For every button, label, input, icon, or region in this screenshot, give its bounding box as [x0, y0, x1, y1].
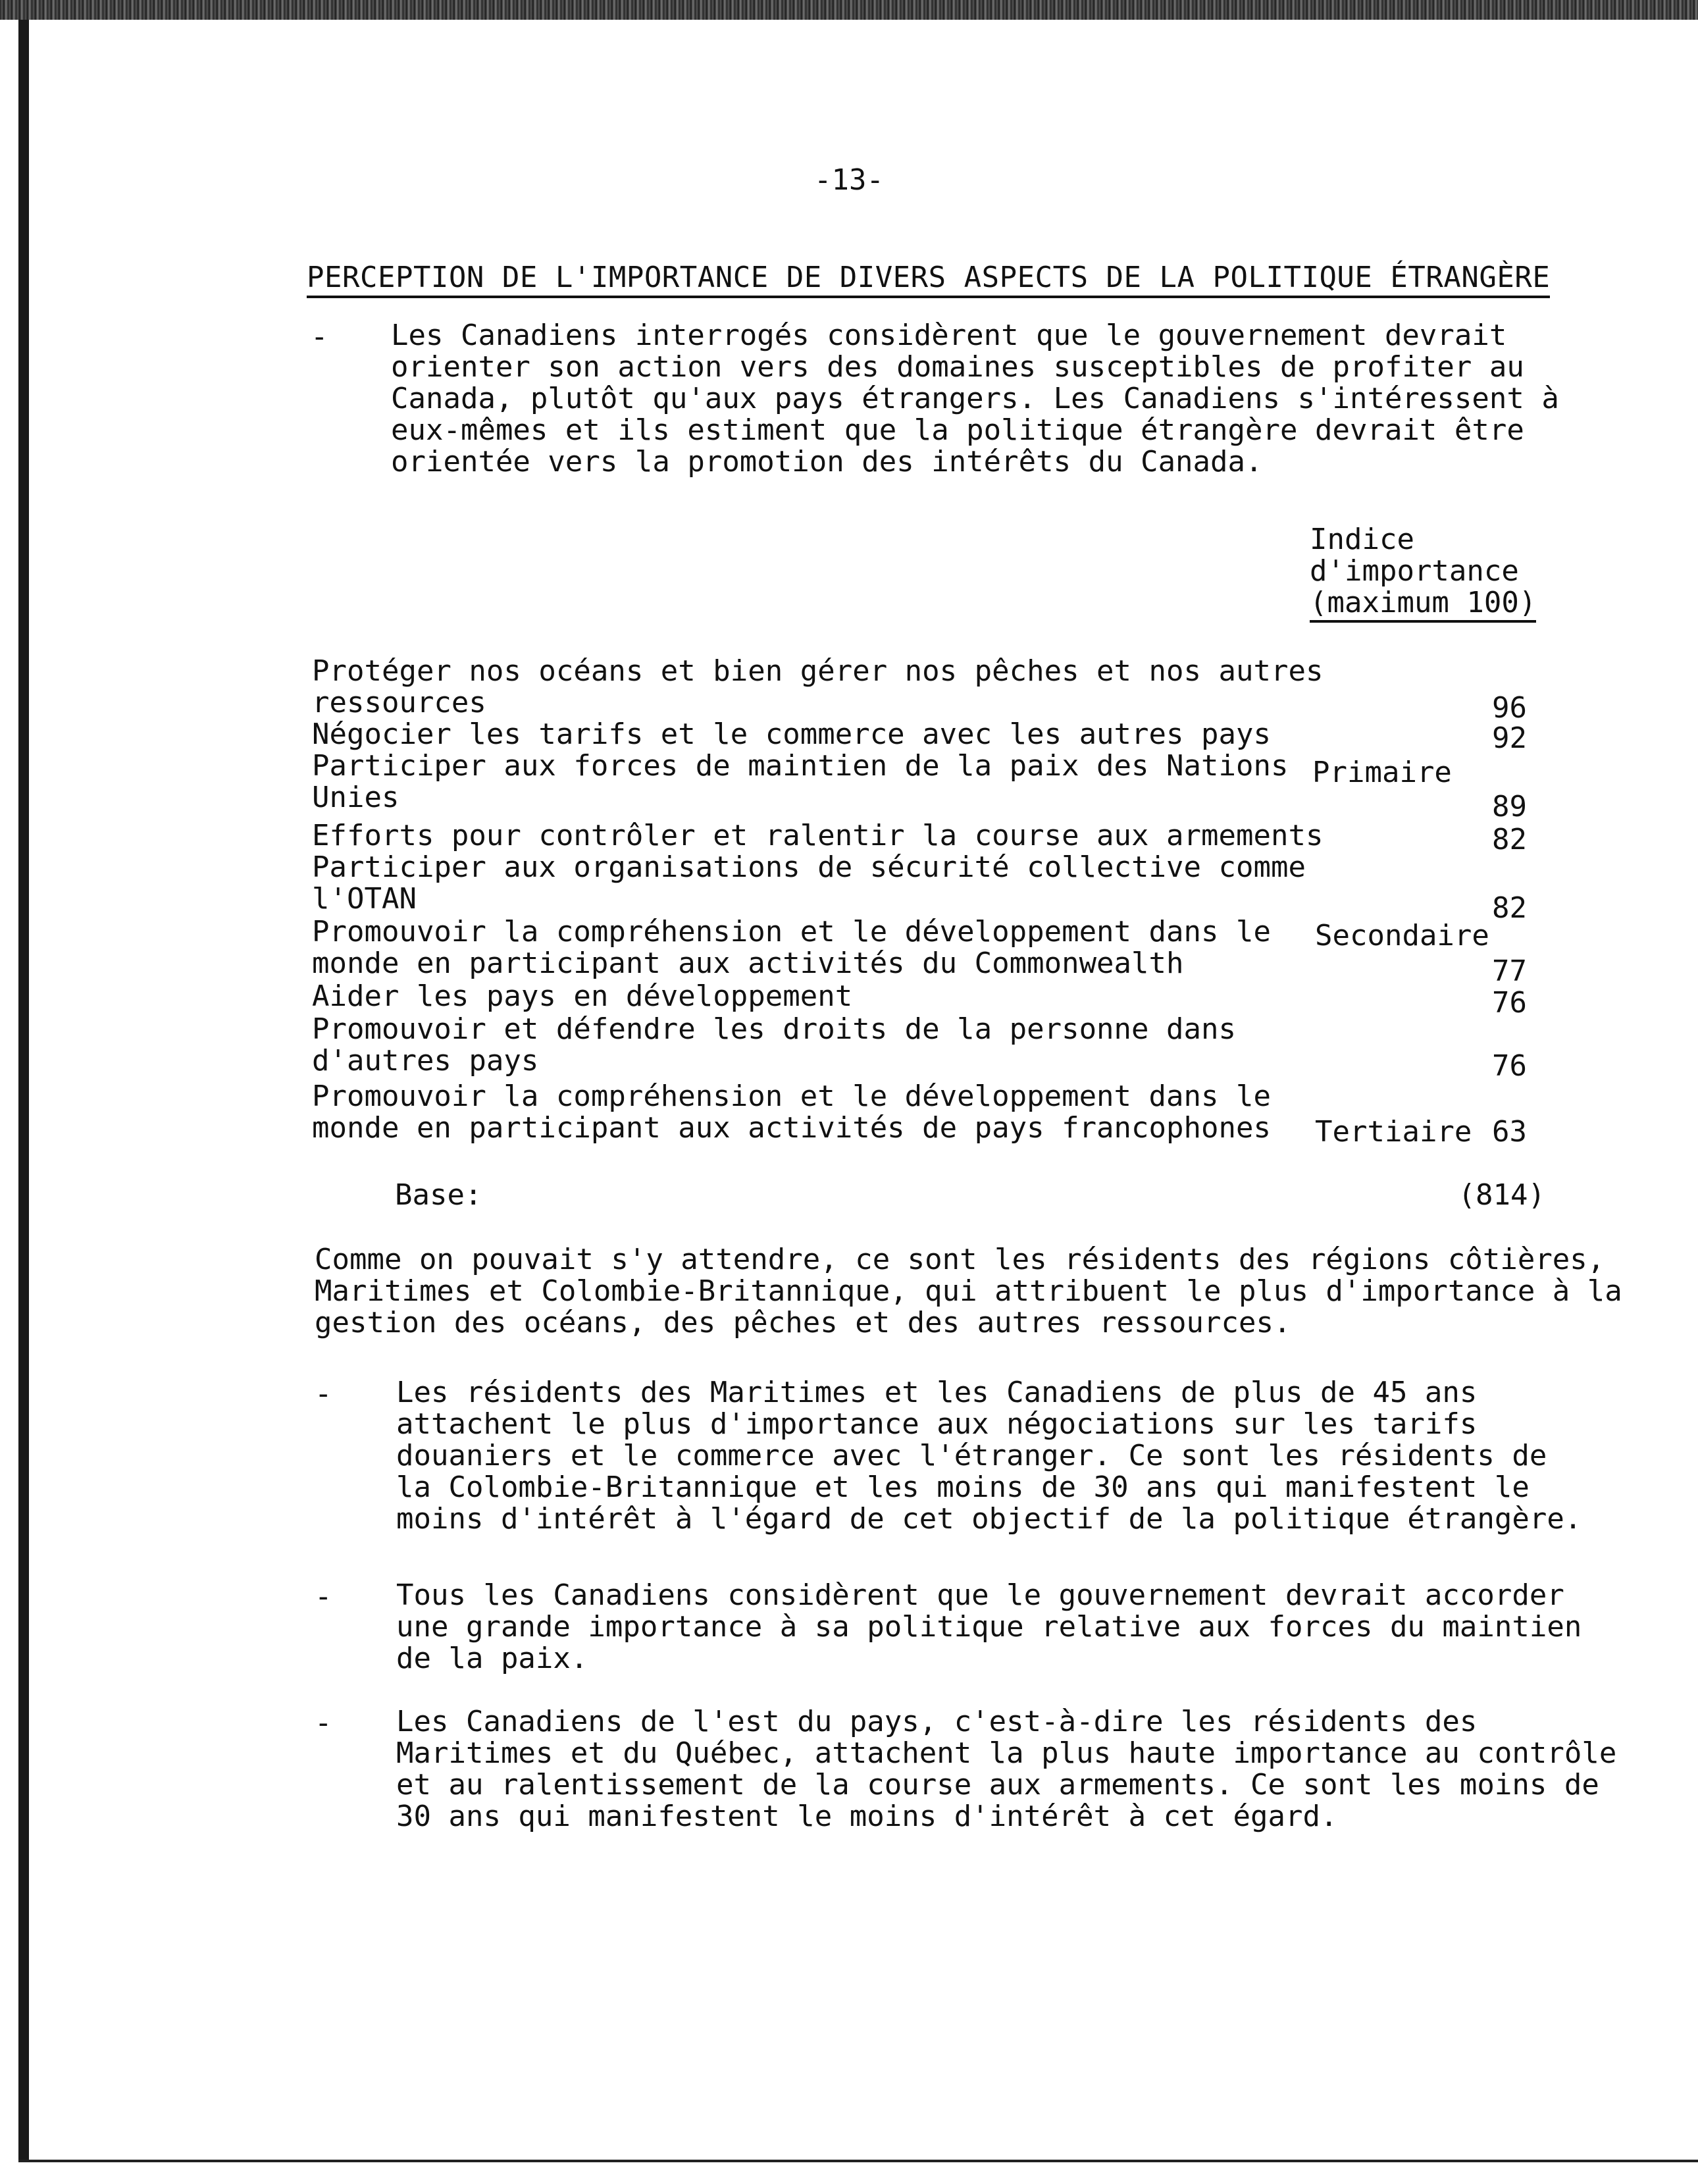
bullet-paragraph: [396, 1706, 1616, 1833]
page-number: -13-: [814, 163, 884, 197]
table-row-label: [312, 719, 1271, 750]
row-label-line: ressources: [312, 686, 486, 719]
tier-secondary: Secondaire: [1315, 919, 1489, 952]
row-value: 82: [1492, 823, 1527, 856]
bullet-mark: -: [315, 1377, 332, 1411]
row-label-line: Participer aux organisations de sécurité collective comme: [312, 850, 1306, 884]
table-row-label: [312, 981, 852, 1012]
bullet-line: 30 ans qui manifestent le moins d'intérêt à cet égard.: [396, 1800, 1338, 1833]
row-label-line: monde en participant aux activités de pays francophones: [312, 1111, 1271, 1145]
row-value: 63: [1492, 1115, 1527, 1149]
table-row-label: [312, 1081, 1271, 1144]
bullet-line: Maritimes et du Québec, attachent la plus haute importance au contrôle: [396, 1736, 1617, 1770]
intro-bullet: -: [311, 320, 328, 353]
bullet-line: la Colombie-Britannique et les moins de 30 ans qui manifestent le: [396, 1470, 1530, 1504]
table-row-label: [312, 852, 1306, 915]
row-label-line: Protéger nos océans et bien gérer nos pêches et nos autres: [312, 654, 1324, 688]
row-value: 96: [1492, 691, 1527, 725]
bullet-mark: -: [315, 1706, 332, 1740]
row-label-line: d'autres pays: [312, 1044, 539, 1078]
bullet-line: Les Canadiens de l'est du pays, c'est-à-dire les résidents des: [396, 1705, 1478, 1738]
bullet-line: moins d'intérêt à l'égard de cet objectif de la politique étrangère.: [396, 1502, 1582, 1536]
row-value: 82: [1492, 891, 1527, 925]
row-label-line: Promouvoir et défendre les droits de la personne dans: [312, 1012, 1236, 1046]
intro-line: Canada, plutôt qu'aux pays étrangers. Les Canadiens s'intéressent à: [391, 382, 1559, 415]
tier-primary: Primaire: [1312, 756, 1452, 789]
importance-column-header: [1310, 524, 1536, 623]
scan-border-bottom: [18, 2160, 1698, 2162]
bullet-line: douaniers et le commerce avec l'étranger. Ce sont les résidents de: [396, 1439, 1547, 1472]
table-row-label: [312, 656, 1323, 719]
base-value: (814): [1458, 1178, 1545, 1212]
scan-border-left: [18, 20, 29, 2162]
scan-border-top: [0, 0, 1698, 20]
row-label-line: Négocier les tarifs et le commerce avec les autres pays: [312, 717, 1271, 751]
header-line-maximum: (maximum 100): [1310, 587, 1536, 623]
table-row-label: [312, 820, 1323, 852]
bullet-mark: -: [315, 1580, 332, 1613]
bullet-line: Les résidents des Maritimes et les Canadiens de plus de 45 ans: [396, 1376, 1478, 1409]
body-line: gestion des océans, des pêches et des autres ressources.: [315, 1306, 1291, 1339]
body-line: Comme on pouvait s'y attendre, ce sont les résidents des régions côtières,: [315, 1243, 1605, 1276]
bullet-paragraph: [396, 1377, 1582, 1535]
intro-paragraph: [391, 320, 1559, 478]
bullet-line: une grande importance à sa politique relative aux forces du maintien: [396, 1610, 1582, 1644]
bullet-line: attachent le plus d'importance aux négociations sur les tarifs: [396, 1407, 1478, 1441]
row-value: 89: [1492, 790, 1527, 823]
row-label-line: Unies: [312, 781, 399, 814]
row-value: 76: [1492, 986, 1527, 1020]
bullet-line: de la paix.: [396, 1642, 588, 1675]
row-value: 77: [1492, 954, 1527, 988]
section-title: PERCEPTION DE L'IMPORTANCE DE DIVERS ASPECTS DE LA POLITIQUE ÉTRANGÈRE: [307, 261, 1550, 298]
bullet-line: et au ralentissement de la course aux armements. Ce sont les moins de: [396, 1768, 1599, 1802]
row-label-line: Efforts pour contrôler et ralentir la course aux armements: [312, 819, 1324, 852]
intro-line: eux-mêmes et ils estiment que la politique étrangère devrait être: [391, 413, 1524, 447]
intro-line: orienter son action vers des domaines susceptibles de profiter au: [391, 350, 1524, 384]
row-value: 92: [1492, 721, 1527, 755]
base-label: Base:: [395, 1178, 482, 1212]
header-line-importance: d'importance: [1310, 554, 1519, 588]
tier-tertiary: Tertiaire: [1315, 1115, 1472, 1149]
intro-line: orientée vers la promotion des intérêts du Canada.: [391, 445, 1263, 479]
bullet-line: Tous les Canadiens considèrent que le gouvernement devrait accorder: [396, 1578, 1564, 1612]
row-value: 76: [1492, 1049, 1527, 1083]
row-label-line: monde en participant aux activités du Commonwealth: [312, 947, 1184, 980]
body-line: Maritimes et Colombie-Britannique, qui attribuent le plus d'importance à la: [315, 1274, 1622, 1308]
row-label-line: l'OTAN: [312, 882, 417, 916]
intro-line: Les Canadiens interrogés considèrent que le gouvernement devrait: [391, 319, 1507, 352]
table-row-label: [312, 916, 1271, 979]
table-row-label: [312, 750, 1288, 814]
row-label-line: Promouvoir la compréhension et le développement dans le: [312, 915, 1271, 949]
row-label-line: Promouvoir la compréhension et le développement dans le: [312, 1079, 1271, 1113]
header-line-indice: Indice: [1310, 523, 1414, 556]
row-label-line: Aider les pays en développement: [312, 979, 853, 1013]
bullet-paragraph: [396, 1580, 1582, 1675]
table-row-label: [312, 1014, 1236, 1077]
body-paragraph: [315, 1244, 1622, 1339]
row-label-line: Participer aux forces de maintien de la paix des Nations: [312, 749, 1289, 783]
